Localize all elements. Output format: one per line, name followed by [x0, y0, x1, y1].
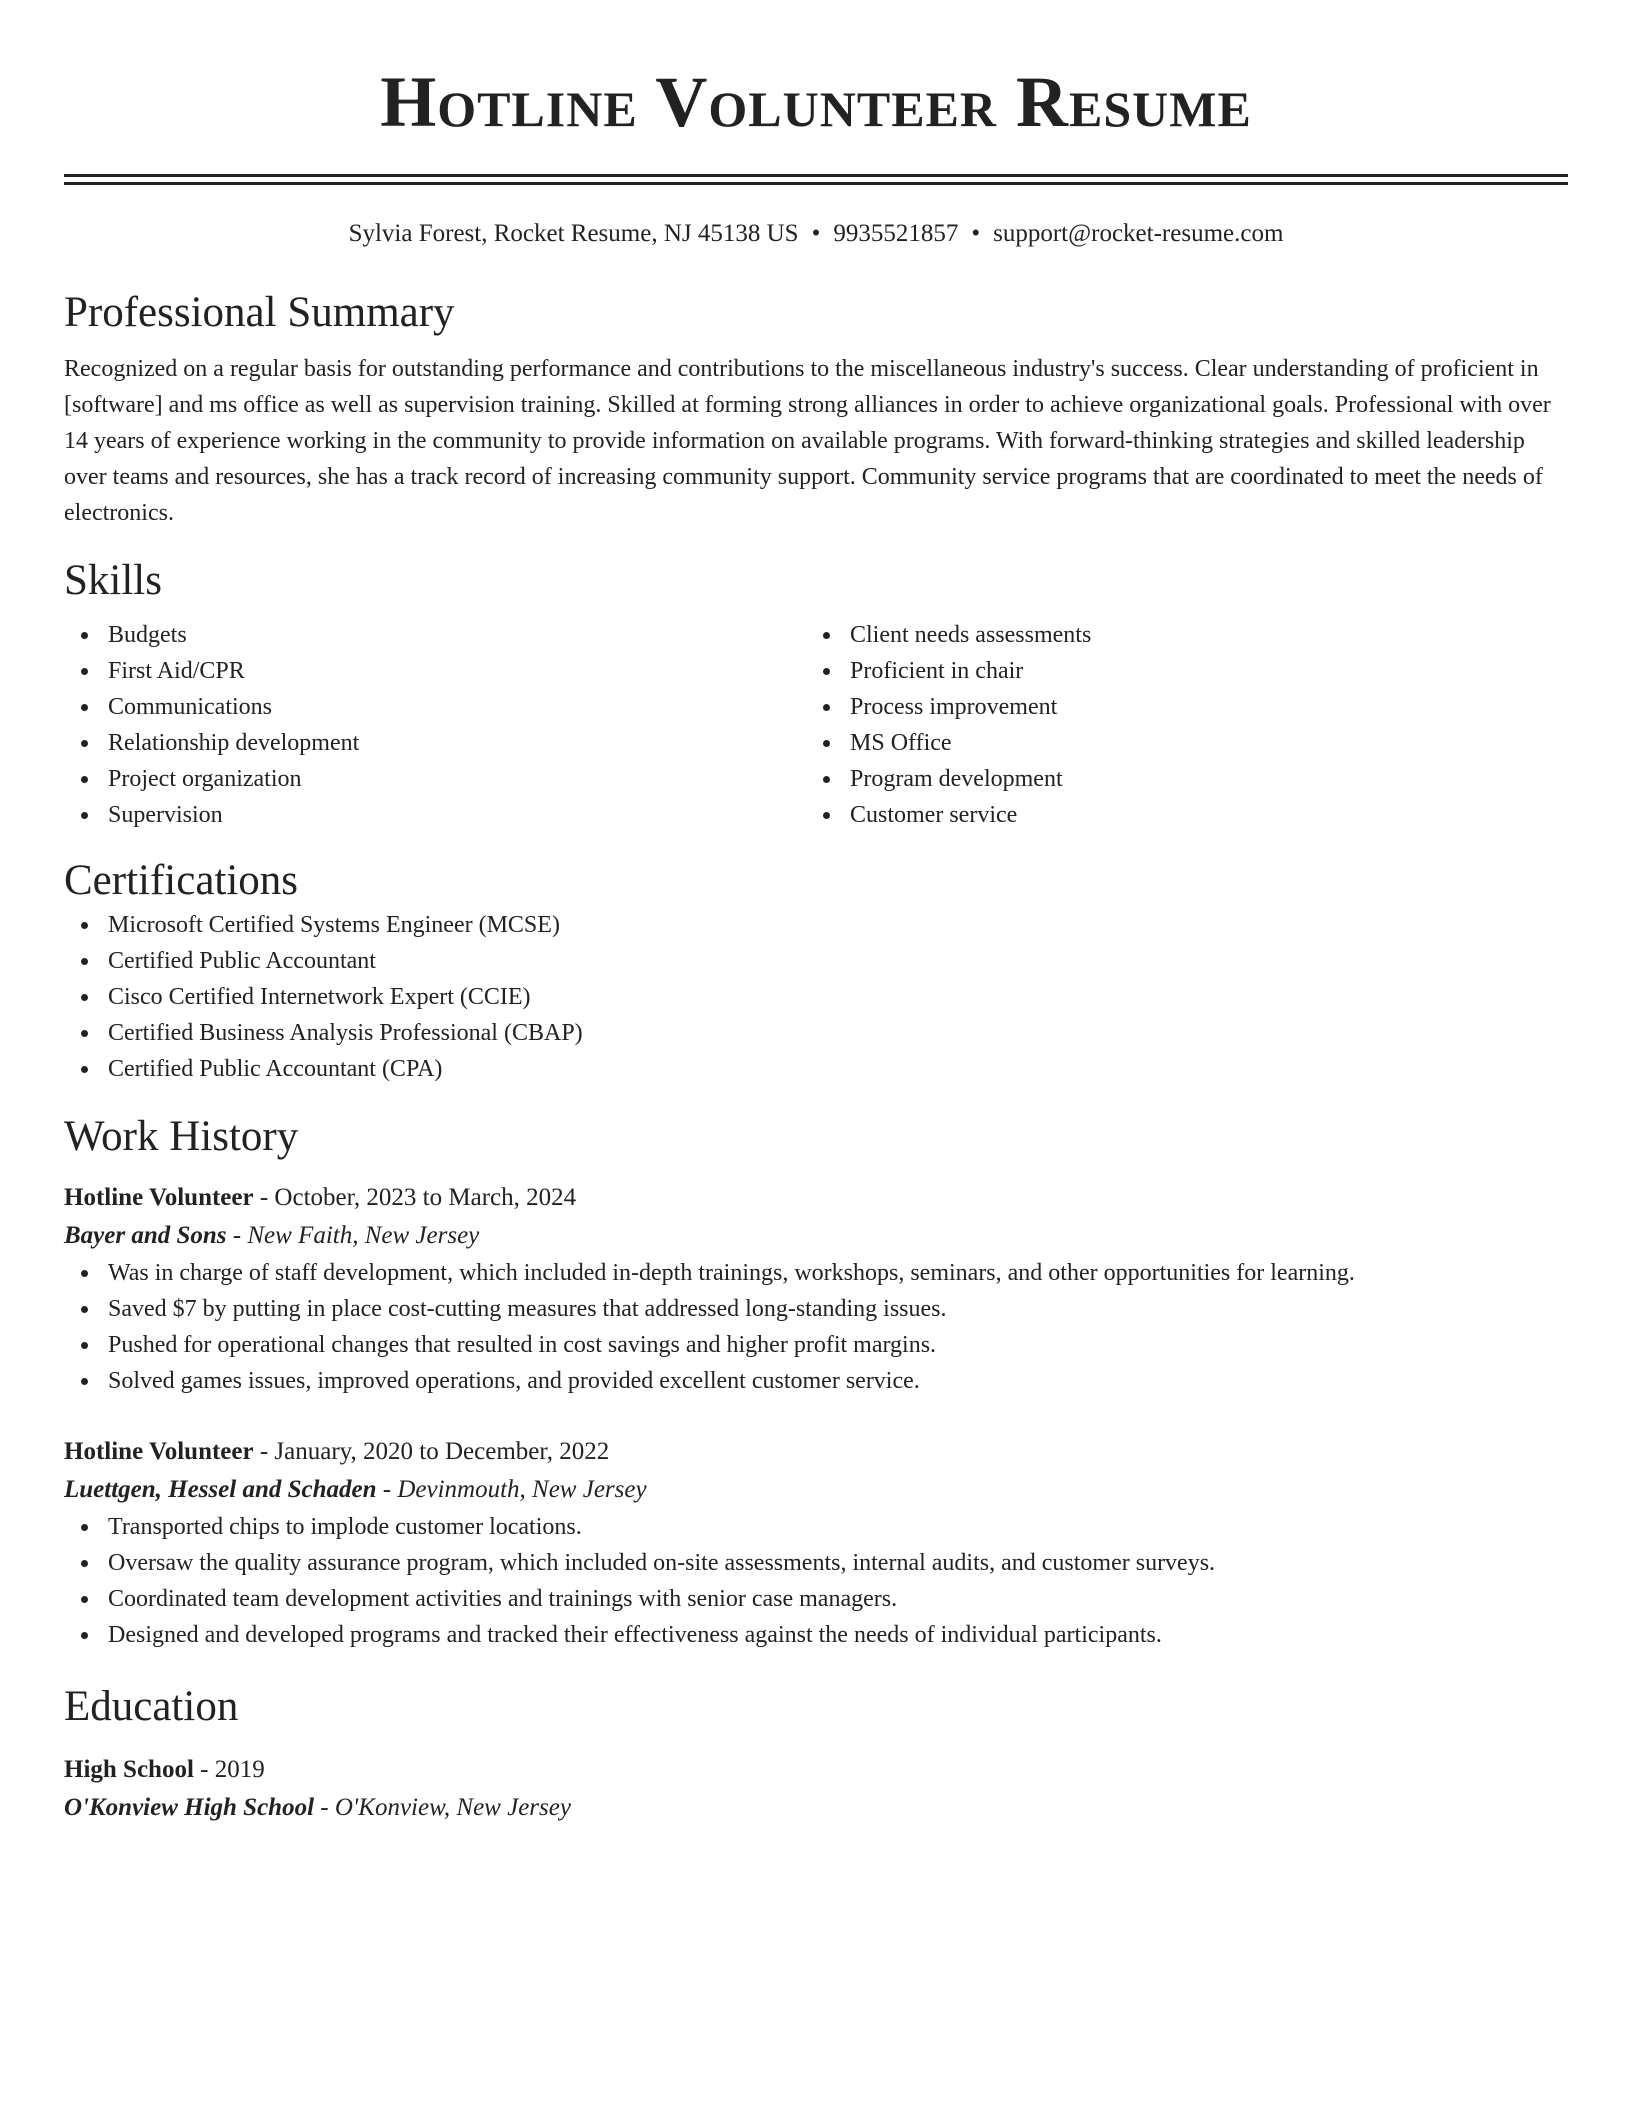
skills-column-left [64, 617, 806, 833]
education-degree: High School [64, 1756, 194, 1783]
skill-item: Communications [64, 689, 806, 725]
certifications-list [64, 907, 1568, 1087]
job-duty: Designed and developed programs and tracked their effectiveness against the needs of individual participants. [64, 1617, 1568, 1653]
education-entry [64, 1751, 1568, 1827]
certification-item: Certified Business Analysis Professional (CBAP) [64, 1015, 1568, 1051]
skill-item: Process improvement [806, 689, 1548, 725]
skill-item: Budgets [64, 617, 806, 653]
skill-item: MS Office [806, 725, 1548, 761]
skill-item: Program development [806, 761, 1548, 797]
education-school: O'Konview High School [64, 1794, 315, 1821]
work-history-heading: Work History [64, 1113, 299, 1160]
title-divider [64, 174, 1568, 185]
job-entry [64, 1433, 1568, 1653]
job-title: Hotline Volunteer [64, 1438, 254, 1465]
job-duty: Coordinated team development activities and trainings with senior case managers. [64, 1581, 1568, 1617]
certification-item: Certified Public Accountant (CPA) [64, 1051, 1568, 1087]
job-location: - New Faith, New Jersey [226, 1222, 480, 1249]
contact-email: support@rocket-resume.com [993, 220, 1284, 247]
skills-list-left [64, 617, 806, 833]
skill-item: Project organization [64, 761, 806, 797]
skills-list-right [806, 617, 1548, 833]
job-duty: Oversaw the quality assurance program, which included on-site assessments, internal audits, and customer surveys. [64, 1545, 1568, 1581]
education-heading: Education [64, 1683, 239, 1730]
job-company-line [64, 1471, 1568, 1509]
job-dates: - October, 2023 to March, 2024 [253, 1184, 577, 1211]
contact-separator: • [971, 220, 981, 247]
skills-column-right [806, 617, 1548, 833]
job-location: - Devinmouth, New Jersey [376, 1476, 647, 1503]
contact-address: Sylvia Forest, Rocket Resume, NJ 45138 US [348, 220, 799, 247]
job-company: Bayer and Sons [64, 1222, 227, 1249]
work-history-section [64, 1111, 1568, 1653]
job-duty: Was in charge of staff development, which included in-depth trainings, workshops, seminars, and other opportunities for learning. [64, 1255, 1568, 1291]
job-title-line [64, 1179, 1568, 1217]
certification-item: Certified Public Accountant [64, 943, 1568, 979]
contact-line [64, 219, 1568, 249]
summary-heading: Professional Summary [64, 289, 455, 336]
skill-item: Relationship development [64, 725, 806, 761]
skills-section [64, 555, 1568, 833]
certification-item: Cisco Certified Internetwork Expert (CCIE) [64, 979, 1568, 1015]
job-entry [64, 1179, 1568, 1399]
resume-title: Hotline Volunteer Resume [380, 62, 1252, 142]
contact-separator: • [811, 220, 821, 247]
job-title-line [64, 1433, 1568, 1471]
certifications-heading: Certifications [64, 857, 299, 904]
job-title: Hotline Volunteer [64, 1184, 254, 1211]
job-duty: Pushed for operational changes that resulted in cost savings and higher profit margins. [64, 1327, 1568, 1363]
skill-item: Client needs assessments [806, 617, 1548, 653]
skill-item: First Aid/CPR [64, 653, 806, 689]
skill-item: Supervision [64, 797, 806, 833]
certification-item: Microsoft Certified Systems Engineer (MCSE) [64, 907, 1568, 943]
job-dates: - January, 2020 to December, 2022 [253, 1438, 610, 1465]
skill-item: Customer service [806, 797, 1548, 833]
job-duty: Solved games issues, improved operations, and provided excellent customer service. [64, 1363, 1568, 1399]
education-year: - 2019 [193, 1756, 265, 1783]
job-duty: Saved $7 by putting in place cost-cutting measures that addressed long-standing issues. [64, 1291, 1568, 1327]
contact-phone: 9935521857 [833, 220, 959, 247]
summary-text: Recognized on a regular basis for outstanding performance and contributions to the miscellaneous industry's success. Clear understanding of proficient in [software] and ms office as well as supervision training. Skilled at forming strong alliances in order to achieve organizational goals. Professional with over 14 years of experience working in the community to provide information on available programs. With forward-thinking strategies and skilled leadership over teams and resources, she has a track record of increasing community support. Community service programs that are coordinated to meet the needs of electronics. [64, 356, 1551, 526]
job-company-line [64, 1217, 1568, 1255]
skills-grid [64, 617, 1568, 833]
education-degree-line [64, 1751, 1568, 1789]
skills-heading: Skills [64, 557, 162, 604]
job-duty: Transported chips to implode customer locations. [64, 1509, 1568, 1545]
job-duties-list [64, 1255, 1568, 1399]
summary-section [64, 287, 1568, 531]
education-location: - O'Konview, New Jersey [314, 1794, 571, 1821]
job-company: Luettgen, Hessel and Schaden [64, 1476, 377, 1503]
education-school-line [64, 1789, 1568, 1827]
education-section [64, 1681, 1568, 1827]
job-duties-list [64, 1509, 1568, 1653]
skill-item: Proficient in chair [806, 653, 1548, 689]
certifications-section [64, 855, 1568, 1087]
